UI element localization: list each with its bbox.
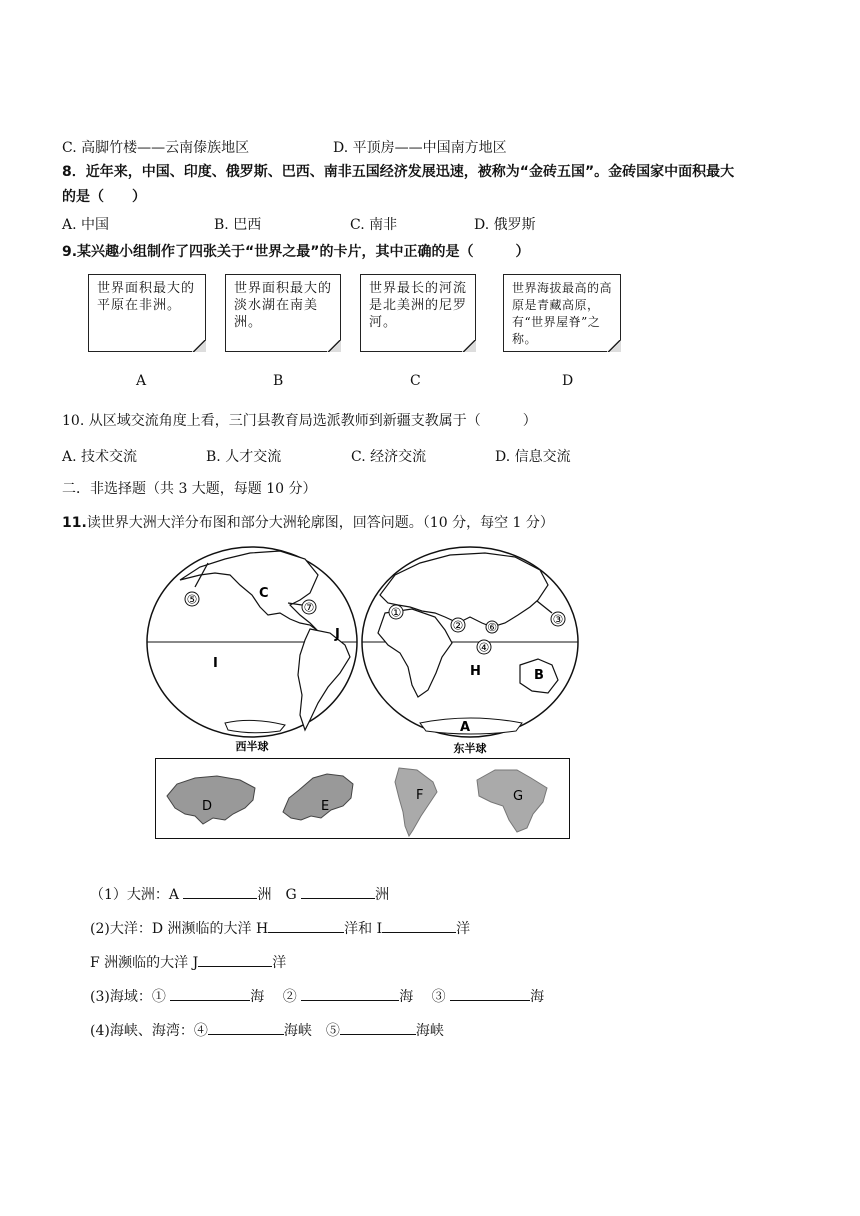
map-label-2: ② — [452, 618, 464, 633]
outline-label-e: E — [321, 799, 330, 814]
outline-label-f: F — [416, 788, 424, 803]
blank-strait-4[interactable] — [208, 1020, 284, 1035]
map-label-1: ① — [390, 605, 402, 620]
map-label-a: A — [460, 720, 471, 735]
q11-part-4 — [90, 1020, 444, 1040]
q11-part-2 — [90, 918, 470, 938]
q8-stem-line1: 8．近年来，中国、印度、俄罗斯、巴西、南非五国经济发展迅速，被称为“金砖五国”。金砖国家中面积最大 — [62, 164, 735, 180]
q11-p1-prefix: （1）大洲：A — [90, 887, 180, 903]
west-hemisphere-caption: 西半球 — [235, 740, 269, 753]
q7-option-c: C. 高脚竹楼——云南傣族地区 — [62, 140, 250, 156]
q11-stem-text: 读世界大洲大洋分布图和部分大洲轮廓图，回答问题。（10 分，每空 1 分） — [86, 515, 554, 531]
blank-sea-3[interactable] — [450, 986, 530, 1001]
map-label-b: B — [534, 668, 544, 683]
q8-option-b: B. 巴西 — [214, 217, 262, 233]
q10-stem: 10. 从区域交流角度上看，三门县教育局选派教师到新疆支教属于（ ） — [62, 413, 537, 429]
continent-outlines-box — [155, 758, 571, 840]
q9-label-b: B — [273, 373, 284, 389]
q11-stem — [62, 514, 554, 532]
q9-card-b: 世界面积最大的淡水湖在南美洲。 — [225, 274, 341, 352]
east-hemisphere — [362, 547, 578, 755]
map-label-j: J — [335, 627, 340, 642]
q10-option-c: C. 经济交流 — [351, 449, 427, 465]
east-hemisphere-caption: 东半球 — [453, 742, 487, 755]
outline-label-d: D — [202, 799, 213, 814]
map-label-c: C — [259, 586, 269, 601]
q8-option-d: D. 俄罗斯 — [474, 217, 536, 233]
q11-part-3 — [90, 986, 544, 1006]
q9-label-d: D — [562, 373, 574, 389]
map-label-7: ⑦ — [303, 600, 315, 615]
blank-strait-5[interactable] — [340, 1020, 416, 1035]
q7-option-d: D. 平顶房——中国南方地区 — [333, 140, 507, 156]
q9-label-a: A — [136, 373, 147, 389]
blank-sea-1[interactable] — [170, 986, 250, 1001]
blank-ocean-h[interactable] — [268, 918, 344, 933]
map-label-i: I — [213, 656, 218, 671]
q11-p2b-prefix: F 洲濒临的大洋 J — [90, 955, 199, 971]
q11-p2-prefix: (2)大洋：D 洲濒临的大洋 H — [90, 921, 269, 937]
section-2-heading: 二．非选择题（共 3 大题，每题 10 分） — [62, 481, 317, 497]
map-label-h: H — [470, 664, 481, 679]
q9-card-d: 世界海拔最高的高原是青藏高原，有“世界屋脊”之称。 — [503, 274, 621, 352]
q8-option-c: C. 南非 — [350, 217, 398, 233]
q10-option-b: B. 人才交流 — [206, 449, 282, 465]
outline-label-g: G — [513, 789, 524, 804]
q11-p2b-suffix: 洋 — [272, 955, 287, 971]
q9-card-c: 世界最长的河流是北美洲的尼罗河。 — [360, 274, 476, 352]
map-label-3: ③ — [552, 612, 564, 627]
q11-p3-prefix: (3)海域：① — [90, 989, 166, 1005]
q11-number: 11. — [62, 515, 87, 531]
q11-part-1 — [90, 884, 389, 904]
q11-p3-suffix: 海 — [530, 989, 545, 1005]
q9-label-c: C — [410, 373, 421, 389]
blank-continent-a[interactable] — [183, 884, 257, 899]
q10-option-a: A. 技术交流 — [62, 449, 138, 465]
q9-card-a: 世界面积最大的平原在非洲。 — [88, 274, 206, 352]
q11-p4-suffix: 海峡 — [415, 1023, 444, 1039]
blank-ocean-j[interactable] — [198, 952, 272, 967]
q9-stem: 9.某兴趣小组制作了四张关于“世界之最”的卡片，其中正确的是（ ） — [62, 244, 530, 260]
map-label-4: ④ — [478, 640, 490, 655]
q11-p2-mid: 洋和 I — [344, 921, 383, 937]
q11-p4-mid: 海峡 ⑤ — [283, 1023, 340, 1039]
q11-p3-mid2: 海 ③ — [399, 989, 446, 1005]
q11-p4-prefix: (4)海峡、海湾：④ — [90, 1023, 208, 1039]
west-hemisphere — [147, 547, 357, 753]
q10-option-d: D. 信息交流 — [495, 449, 571, 465]
q11-p1-suffix: 洲 — [375, 887, 390, 903]
q11-p2-suffix: 洋 — [456, 921, 471, 937]
map-label-6: ⑥ — [487, 621, 497, 634]
blank-ocean-i[interactable] — [382, 918, 456, 933]
q8-stem-line2: 的是（ ） — [62, 189, 146, 205]
blank-sea-2[interactable] — [301, 986, 399, 1001]
map-label-5: ⑤ — [186, 592, 198, 607]
blank-continent-g[interactable] — [301, 884, 375, 899]
q11-p3-mid1: 海 ② — [250, 989, 297, 1005]
q8-option-a: A. 中国 — [62, 217, 110, 233]
q11-part-2b — [90, 952, 286, 972]
q11-p1-mid: 洲 G — [257, 887, 297, 903]
